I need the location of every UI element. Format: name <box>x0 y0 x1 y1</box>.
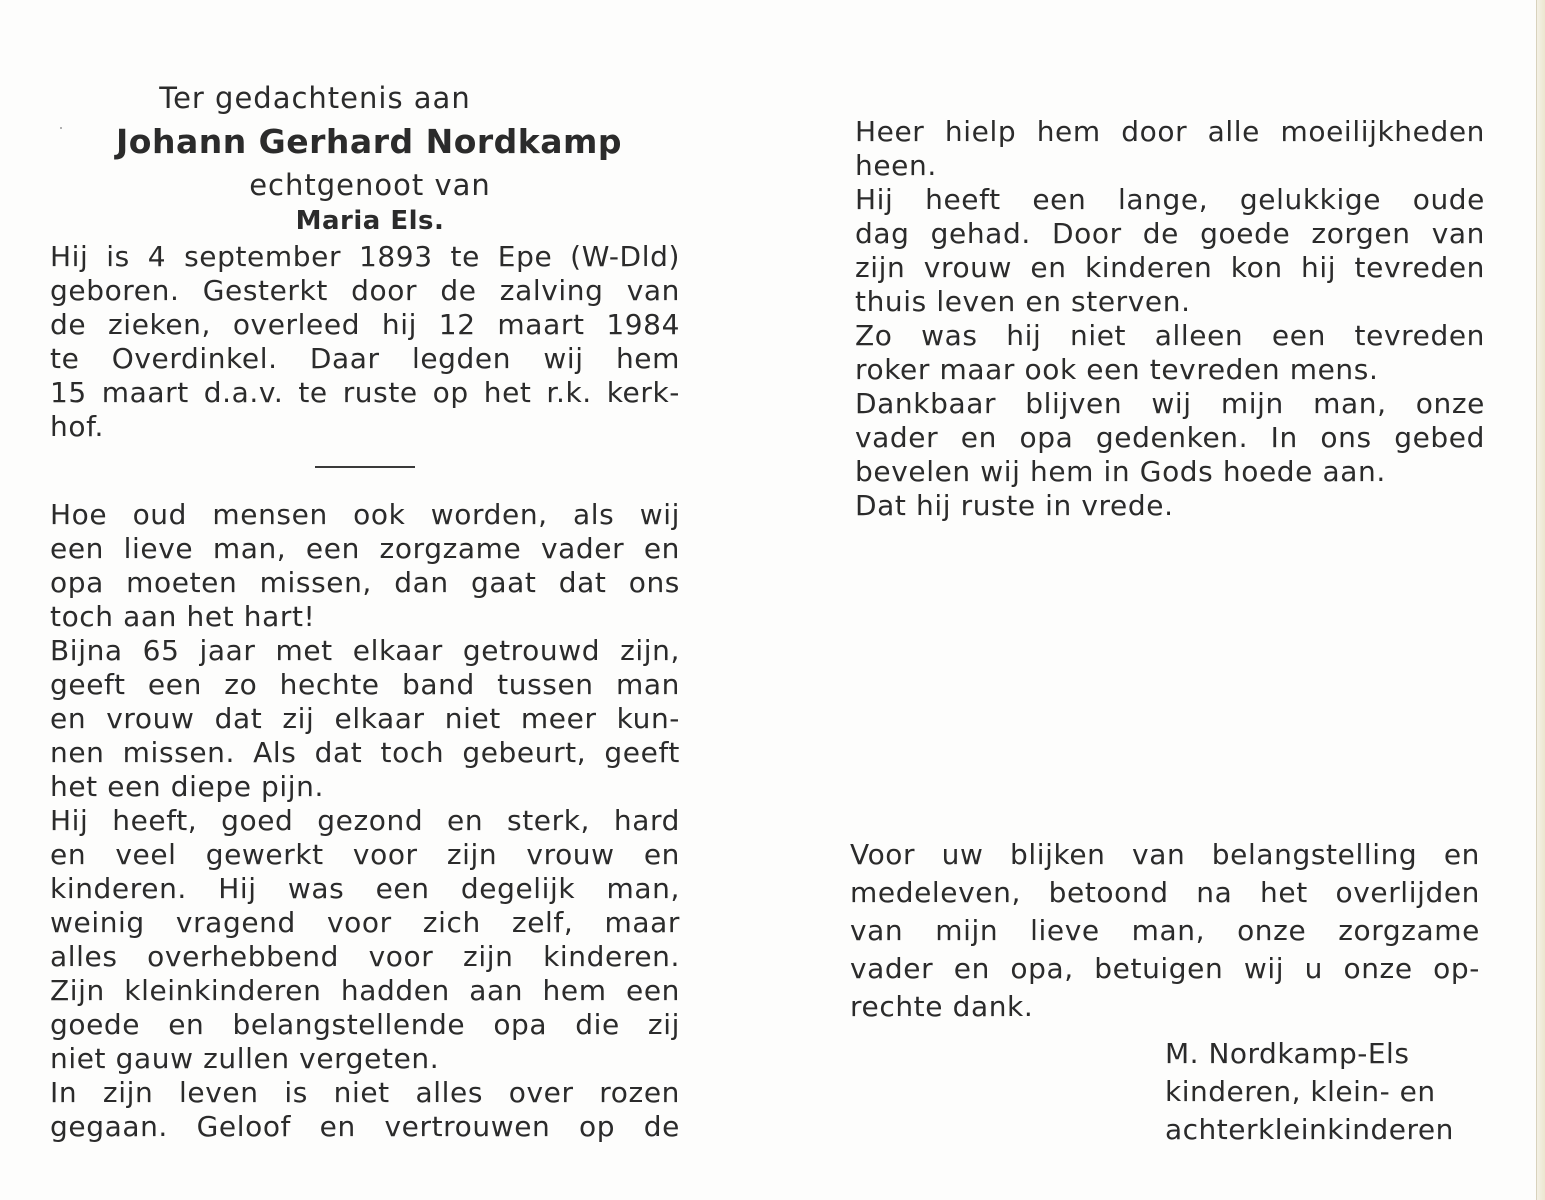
thanks-line: vader en opa, betuigen wij u onze op- <box>850 952 1480 985</box>
right-column <box>855 115 1485 523</box>
text-line: Zijn kleinkinderen hadden aan hem een <box>50 974 680 1007</box>
bio-line: geboren. Gesterkt door de zalving van <box>50 274 680 307</box>
signature-block <box>1165 1035 1495 1149</box>
deceased-name: Johann Gerhard Nordkamp <box>116 122 622 161</box>
text-line: niet gauw zullen vergeten. <box>50 1042 440 1075</box>
spouse-name: Maria Els. <box>295 206 445 236</box>
thanks-paragraph <box>850 836 1480 1026</box>
text-line: Hoe oud mensen ook worden, als wij <box>50 498 680 531</box>
card-edge <box>1536 0 1545 1200</box>
text-line: Dat hij ruste in vrede. <box>855 489 1174 522</box>
bio-paragraph <box>50 240 680 444</box>
text-line: Hij heeft een lange, gelukkige oude <box>855 183 1485 216</box>
text-line: kinderen. Hij was een degelijk man, <box>50 872 680 905</box>
signature-line: kinderen, klein- en <box>1165 1075 1436 1108</box>
text-line: Dankbaar blijven wij mijn man, onze <box>855 387 1485 420</box>
text-line: zijn vrouw en kinderen kon hij tevreden <box>855 251 1485 284</box>
text-line: Bijna 65 jaar met elkaar getrouwd zijn, <box>50 634 680 667</box>
thanks-line: van mijn lieve man, onze zorgzame <box>850 914 1480 947</box>
text-line: goede en belangstellende opa die zij <box>50 1008 680 1041</box>
text-line: Zo was hij niet alleen een tevreden <box>855 319 1485 352</box>
text-line: dag gehad. Door de goede zorgen van <box>855 217 1485 250</box>
bio-line: de zieken, overleed hij 12 maart 1984 <box>50 308 680 341</box>
text-line: alles overhebbend voor zijn kinderen. <box>50 940 680 973</box>
text-line: nen missen. Als dat toch gebeurt, geeft <box>50 736 680 769</box>
text-line: Heer hielp hem door alle moeilijkheden <box>855 115 1485 148</box>
eulogy-text-left <box>50 498 680 1144</box>
bio-line: Hij is 4 september 1893 te Epe (W-Dld) <box>50 240 680 273</box>
text-line: en veel gewerkt voor zijn vrouw en <box>50 838 680 871</box>
intro-heading: Ter gedachtenis aan <box>159 81 471 115</box>
text-line: weinig vragend voor zich zelf, maar <box>50 906 680 939</box>
text-line: Hij heeft, goed gezond en sterk, hard <box>50 804 680 837</box>
text-line: en vrouw dat zij elkaar niet meer kun- <box>50 702 680 735</box>
thanks-line: rechte dank. <box>850 990 1034 1023</box>
signature-line: achterkleinkinderen <box>1165 1113 1454 1146</box>
text-line: gegaan. Geloof en vertrouwen op de <box>50 1110 680 1143</box>
signature-line: M. Nordkamp-Els <box>1165 1037 1410 1070</box>
text-line: toch aan het hart! <box>50 600 316 633</box>
text-line: het een diepe pijn. <box>50 770 325 803</box>
text-line: een lieve man, een zorgzame vader en <box>50 532 680 565</box>
text-line: roker maar ook een tevreden mens. <box>855 353 1379 386</box>
text-line: thuis leven en sterven. <box>855 285 1191 318</box>
thanks-line: Voor uw blijken van belangstelling en <box>850 838 1480 871</box>
text-line: geeft een zo hechte band tussen man <box>50 668 680 701</box>
text-line: heen. <box>855 149 937 182</box>
text-line: In zijn leven is niet alles over rozen <box>50 1076 680 1109</box>
text-line: vader en opa gedenken. In ons gebed <box>855 421 1485 454</box>
text-line: opa moeten missen, dan gaat dat ons <box>50 566 680 599</box>
thanks-line: medeleven, betoond na het overlijden <box>850 876 1480 909</box>
text-line: bevelen wij hem in Gods hoede aan. <box>855 455 1386 488</box>
divider <box>315 466 415 468</box>
bio-line: te Overdinkel. Daar legden wij hem <box>50 342 680 375</box>
spouse-label: echtgenoot van <box>249 168 491 202</box>
left-column <box>50 78 680 1144</box>
bio-line: 15 maart d.a.v. te ruste op het r.k. kerk- <box>50 376 680 409</box>
bio-line: hof. <box>50 410 104 443</box>
